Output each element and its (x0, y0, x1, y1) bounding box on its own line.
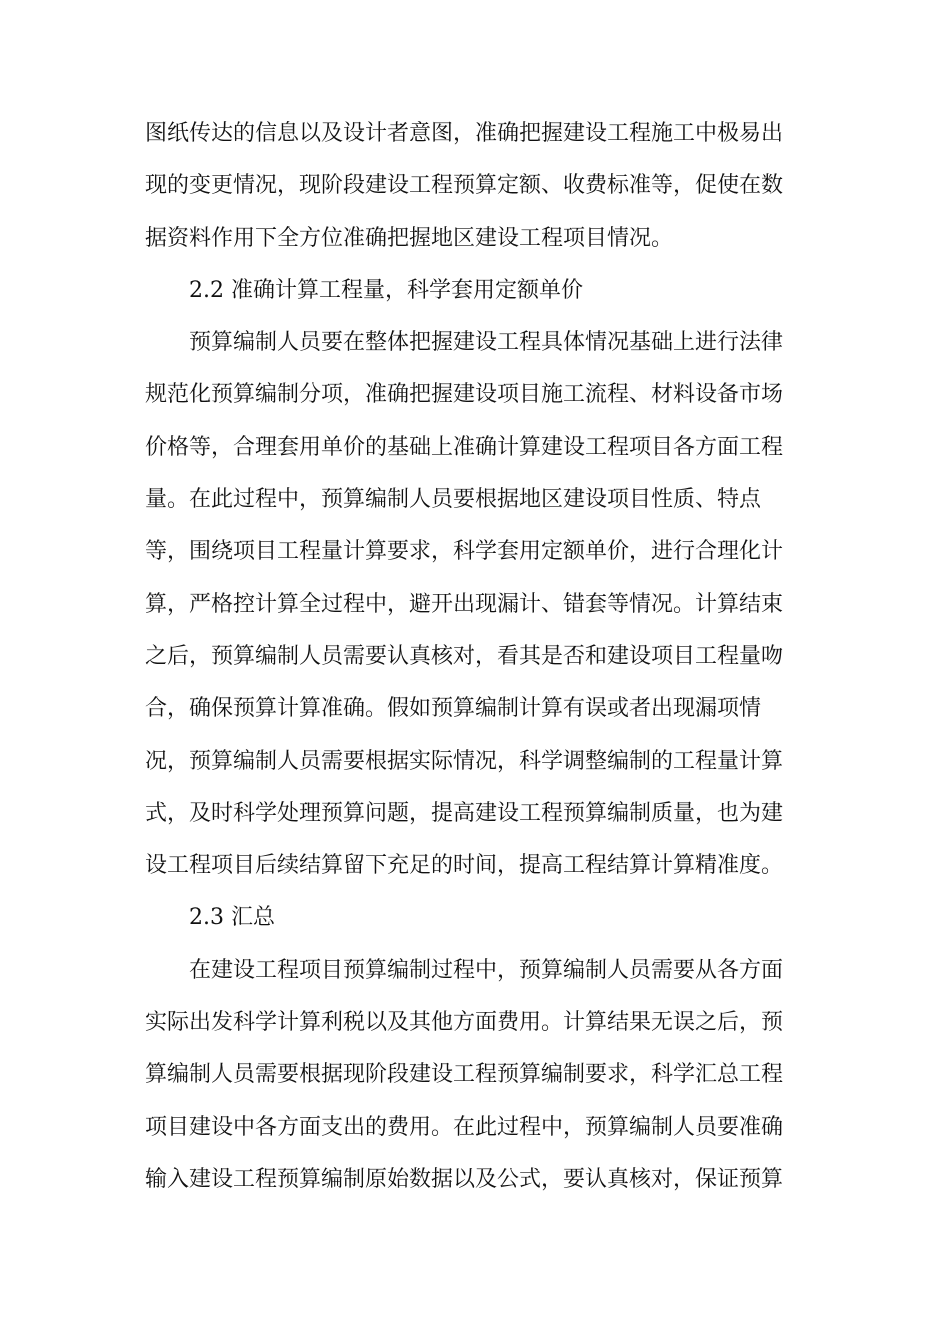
paragraph-2-3 (145, 945, 805, 1206)
text-line: 项目建设中各方面支出的费用。在此过程中，预算编制人员要准确 (145, 1114, 784, 1140)
text-line: 合，确保预算计算准确。假如预算编制计算有误或者出现漏项情 (145, 696, 762, 722)
text-line: 规范化预算编制分项，准确把握建设项目施工流程、材料设备市场 (145, 382, 784, 408)
body-text (145, 108, 805, 1206)
text-line: 之后，预算编制人员需要认真核对，看其是否和建设项目工程量吻 (145, 643, 784, 669)
text-line: 输入建设工程预算编制原始数据以及公式，要认真核对，保证预算 (145, 1166, 784, 1192)
text-line: 况，预算编制人员需要根据实际情况，科学调整编制的工程量计算 (145, 748, 784, 774)
text-line: 设工程项目后续结算留下充足的时间，提高工程结算计算精准度。 (145, 853, 784, 879)
text-line: 等，围绕项目工程量计算要求，科学套用定额单价，进行合理化计 (145, 539, 784, 565)
text-line: 价格等，合理套用单价的基础上准确计算建设工程项目各方面工程 (145, 434, 784, 460)
text-line: 实际出发科学计算利税以及其他方面费用。计算结果无误之后，预 (145, 1010, 784, 1036)
text-line: 现的变更情况，现阶段建设工程预算定额、收费标准等，促使在数 (145, 173, 784, 199)
text-line: 预算编制人员要在整体把握建设工程具体情况基础上进行法律 (189, 330, 784, 356)
paragraph-2-1-continuation (145, 108, 805, 265)
text-line: 图纸传达的信息以及设计者意图，准确把握建设工程施工中极易出 (145, 121, 784, 146)
section-heading-2-2: 2.2 准确计算工程量，科学套用定额单价 (189, 277, 583, 303)
text-line: 据资料作用下全方位准确把握地区建设工程项目情况。 (145, 225, 674, 251)
paragraph-2-2 (145, 317, 805, 892)
section-heading-2-3: 2.3 汇总 (189, 905, 275, 931)
text-line: 算编制人员需要根据现阶段建设工程预算编制要求，科学汇总工程 (145, 1062, 784, 1088)
text-line: 式，及时科学处理预算问题，提高建设工程预算编制质量，也为建 (145, 800, 784, 826)
text-line: 在建设工程项目预算编制过程中，预算编制人员需要从各方面 (189, 957, 784, 983)
text-line: 量。在此过程中，预算编制人员要根据地区建设项目性质、特点 (145, 487, 762, 513)
text-line: 算，严格控计算全过程中，避开出现漏计、错套等情况。计算结束 (145, 591, 784, 617)
